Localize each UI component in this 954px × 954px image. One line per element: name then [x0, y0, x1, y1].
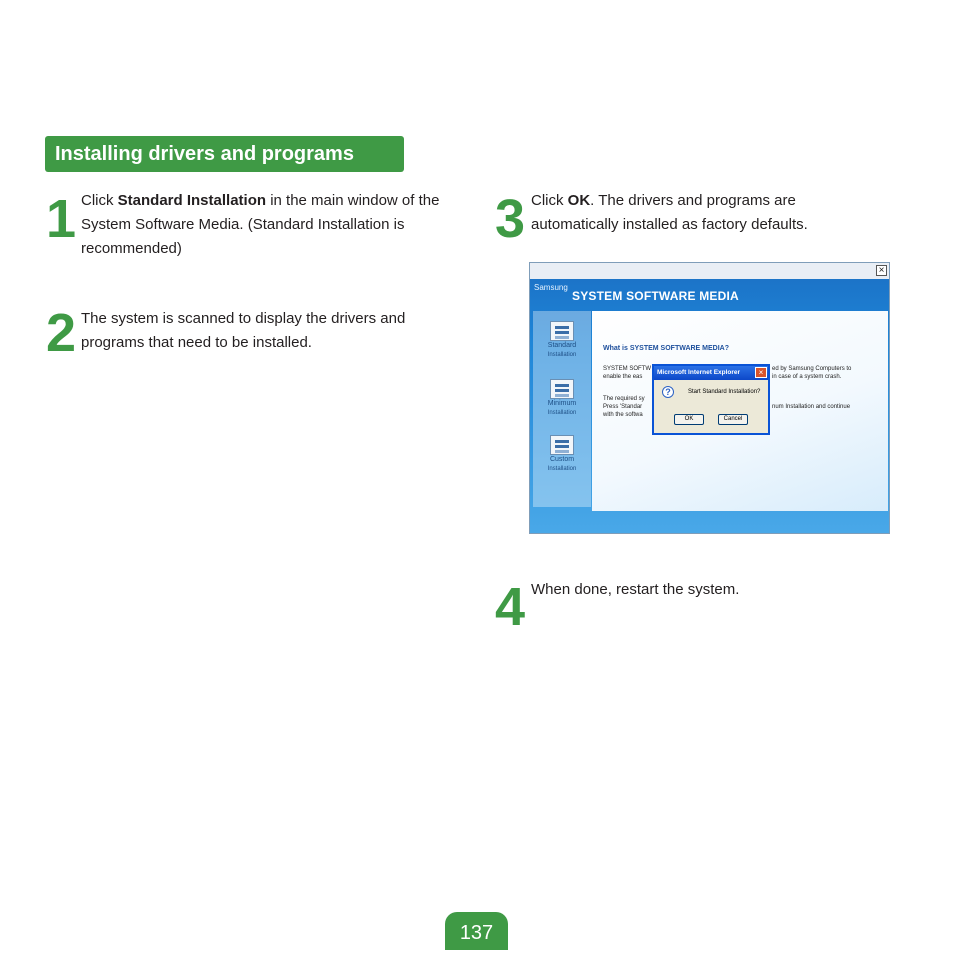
- sidebar-item-label: Custom: [549, 456, 575, 463]
- screenshot-title: SYSTEM SOFTWARE MEDIA: [572, 289, 739, 303]
- content-line: The required sy: [603, 396, 645, 402]
- sidebar-item-minimum: [533, 379, 591, 418]
- step-3-bold: OK: [567, 192, 591, 209]
- confirm-dialog: [652, 364, 770, 435]
- content-line: enable the eas: [603, 374, 643, 380]
- page-number: 137: [445, 912, 508, 950]
- question-icon: ?: [662, 386, 674, 398]
- custom-installation-icon: [550, 435, 574, 455]
- close-icon: ×: [876, 265, 887, 276]
- content-line: SYSTEM SOFTW: [603, 366, 651, 372]
- step-4-text: When done, restart the system.: [531, 581, 740, 598]
- step-3-text-after: . The drivers and programs are automatically installed as factory defaults.: [531, 192, 808, 233]
- step-2-text: The system is scanned to display the drivers and programs that need to be installed.: [81, 310, 406, 351]
- sidebar-item-custom: [533, 435, 591, 474]
- ok-button[interactable]: OK: [674, 414, 704, 425]
- sidebar-item-sublabel: Installation: [547, 352, 577, 358]
- sidebar-item-standard: [533, 321, 591, 360]
- step-4-number: 4: [495, 577, 524, 637]
- step-1-number: 1: [46, 189, 75, 249]
- step-3-text: [531, 189, 861, 237]
- content-line: Press 'Standar: [603, 404, 643, 410]
- sidebar-item-label: Standard: [547, 342, 577, 349]
- step-1-text-before: Click: [81, 192, 118, 209]
- step-1-bold: Standard Installation: [117, 192, 267, 209]
- sidebar-item-label: Minimum: [547, 400, 577, 407]
- step-2-number: 2: [46, 303, 75, 363]
- content-line: ed by Samsung Computers to: [772, 366, 852, 372]
- content-line: in case of a system crash.: [772, 374, 842, 380]
- sidebar-item-sublabel: Installation: [547, 410, 577, 416]
- section-title: Installing drivers and programs: [45, 136, 404, 172]
- sidebar-item-sublabel: Installation: [547, 466, 577, 472]
- standard-installation-icon: [550, 321, 574, 341]
- content-line: num Installation and continue: [772, 404, 851, 410]
- step-3-text-before: Click: [531, 192, 568, 209]
- system-software-media-screenshot: [529, 262, 890, 534]
- step-1-text-after: in the main window of the System Software Media. (Standard Installation is recommended): [81, 192, 440, 257]
- dialog-message: Start Standard Installation?: [688, 389, 761, 395]
- cancel-button[interactable]: Cancel: [718, 414, 748, 425]
- screenshot-titlebar: [530, 263, 889, 279]
- screenshot-sidebar: [533, 311, 591, 507]
- dialog-close-icon[interactable]: ×: [755, 367, 767, 378]
- step-3-number: 3: [495, 189, 524, 249]
- screenshot-brand: Samsung: [534, 283, 568, 292]
- content-line: with the softwa: [603, 412, 643, 418]
- dialog-title: Microsoft Internet Explorer: [654, 366, 768, 380]
- minimum-installation-icon: [550, 379, 574, 399]
- step-1-text: [81, 189, 461, 261]
- content-heading: What is SYSTEM SOFTWARE MEDIA?: [603, 345, 730, 352]
